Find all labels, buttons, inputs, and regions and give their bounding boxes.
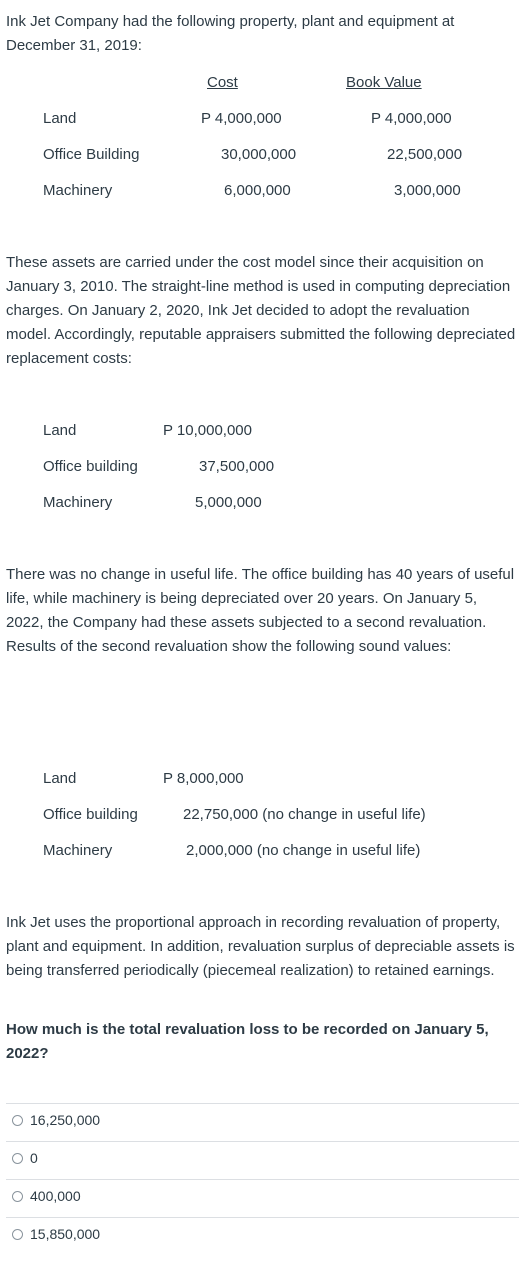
row-label-office-building: Office building: [43, 458, 138, 475]
intro-text: Ink Jet Company had the following property, plant and equipment at December 31, 2019:: [6, 13, 455, 54]
bv-office-building: 22,500,000: [387, 146, 463, 163]
cost-office-building: 30,000,000: [221, 146, 297, 163]
option-label: 0: [30, 1150, 38, 1166]
bv-machinery: 3,000,000: [394, 182, 461, 199]
replacement-land: P 10,000,000: [163, 422, 252, 439]
radio-button[interactable]: [12, 1191, 23, 1202]
row-label-machinery: Machinery: [43, 842, 113, 859]
row-label-land: Land: [43, 110, 77, 127]
row-label-machinery: Machinery: [43, 494, 113, 511]
sound-value-office-building: 22,750,000 (no change in useful life): [183, 806, 426, 823]
cost-land: P 4,000,000: [201, 110, 282, 127]
row-label-land: Land: [43, 422, 77, 439]
option-divider: [6, 1217, 519, 1218]
useful-life-text: There was no change in useful life. The office building has 40 years of useful life, while machinery is being depreciated over 20 years. On January 5, 2022, the Company had these assets subjected to a second revaluation. Results of the second revaluation show the following sound values:: [6, 566, 515, 655]
option-4[interactable]: [12, 1224, 100, 1244]
option-divider: [6, 1103, 519, 1104]
radio-button[interactable]: [12, 1115, 23, 1126]
cost-model-text: These assets are carried under the cost model since their acquisition on January 3, 2010. The straight-line method is used in computing depreciation charges. On January 2, 2020, Ink Jet decided to adopt the revaluation model. Accordingly, reputable appraisers submitted the following depreciated replacement costs:: [6, 254, 516, 367]
option-divider: [6, 1179, 519, 1180]
option-label: 15,850,000: [30, 1226, 101, 1242]
book-value-header: Book Value: [346, 74, 422, 91]
replacement-office-building: 37,500,000: [199, 458, 275, 475]
row-label-office-building: Office building: [43, 806, 138, 823]
option-divider: [6, 1141, 519, 1142]
row-label-land: Land: [43, 770, 77, 787]
row-label-machinery: Machinery: [43, 182, 113, 199]
option-2[interactable]: [12, 1148, 38, 1168]
option-label: 16,250,000: [30, 1112, 101, 1128]
bv-land: P 4,000,000: [371, 110, 452, 127]
radio-button[interactable]: [12, 1153, 23, 1164]
cost-header: Cost: [207, 74, 238, 91]
sound-value-machinery: 2,000,000 (no change in useful life): [186, 842, 421, 859]
sound-value-land: P 8,000,000: [163, 770, 244, 787]
approach-text: Ink Jet uses the proportional approach in recording revaluation of property, plant and equipment. In addition, revaluation surplus of depreciable assets is being transferred periodically (piecemeal realization) to retained earnings.: [6, 914, 515, 979]
option-1[interactable]: [12, 1110, 100, 1130]
option-label: 400,000: [30, 1188, 81, 1204]
cost-machinery: 6,000,000: [224, 182, 291, 199]
option-3[interactable]: [12, 1186, 81, 1206]
question-text: How much is the total revaluation loss to be recorded on January 5, 2022?: [6, 1021, 489, 1062]
row-label-office-building: Office Building: [43, 146, 140, 163]
radio-button[interactable]: [12, 1229, 23, 1240]
replacement-machinery: 5,000,000: [195, 494, 262, 511]
